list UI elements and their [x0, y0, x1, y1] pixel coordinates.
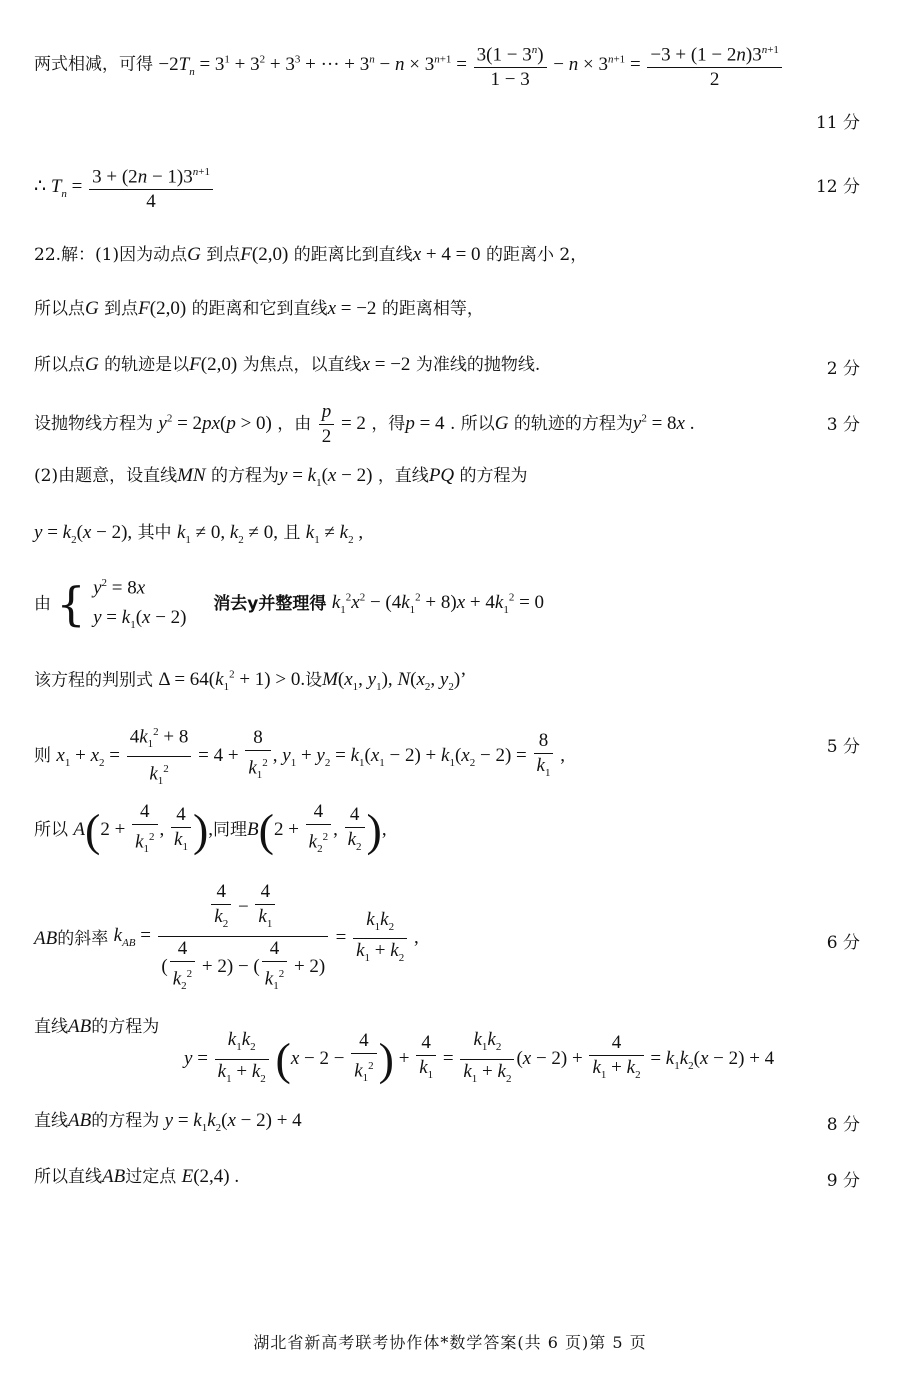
- score-5: 5 分: [826, 737, 860, 757]
- score-8: 8 分: [826, 1115, 860, 1135]
- problem22-midpoints: 所以 A(2 + $\frac{4}{k_1^2}$ , $\frac{4}{k_1}$ ),同理B(2 + $\frac{4}{k_2^2}$ , $\frac{4}{k_2}$ ),: [34, 801, 387, 856]
- problem22-fixed-point: 所以直线AB过定点 E(2,4) .: [34, 1166, 240, 1187]
- score-2: 2 分: [826, 359, 860, 379]
- score-11: 11 分: [815, 113, 860, 133]
- problem22-line6: $y = k_2(x - 2)$, 其中 $k_1 \ne 0$, $k_2 \ne 0$, 且 $k_1 \ne k_2$ ,: [34, 522, 364, 546]
- equation-Tn: ∴ $T_n$ = $\frac{3 + (2n - 1)3^{n+1}}{4}$: [34, 160, 215, 214]
- score-9: 9 分: [826, 1171, 860, 1191]
- problem22-line1: 22.解：(1)因为动点G 到点F(2,0) 的距离比到直线x + 4 = 0 的距离小 2，: [34, 244, 588, 265]
- problem22-line5: (2)由题意，设直线MN 的方程为$y = k_1(x - 2)$ ，直线PQ 的方程为: [34, 465, 528, 489]
- problem22-line-AB-eq: y = $\frac{k_1k_2}{k_1 + k_2}$ (x − 2 − $\frac{4}{k_1^2}$ ) + $\frac{4}{k_1}$ = $\frac{k_1k_2}{k_1 + k_2}$ (x − 2) + $\frac{4}{k_1 + k_2}$ = $k_1k_2(x - 2) + 4$: [184, 1029, 775, 1085]
- problem22-line4: 设抛物线方程为 $y^2 = 2px(p > 0)$ ，由 $\frac{p}{2}$ = 2 ，得p = 4 . 所以G 的轨迹的方程为$y^2 = 8x$ .: [34, 401, 695, 447]
- problem22-discriminant: 该方程的判别式 $\Delta = 64(k_1^2 + 1) > 0$.设$M(x_1$, $y_1$), $N(x_2$, $y_2$)’: [34, 669, 467, 694]
- problem22-system: 由 { $y^2 = 8x$ $y = k_1(x - 2)$ 消去y并整理得 $k_1^2x^2 - (4k_1^2 + 8)x + 4k_1^2 = 0$: [34, 577, 545, 632]
- score-6: 6 分: [826, 933, 860, 953]
- problem22-line2: 所以点G 到点F(2,0) 的距离和它到直线x = −2 的距离相等，: [34, 298, 484, 319]
- score-12: 12 分: [815, 177, 860, 197]
- problem22-line-AB-label: 直线AB的方程为: [34, 1016, 160, 1037]
- page-footer: 湖北省新高考联考协作体*数学答案(共 6 页)第 5 页: [253, 1333, 647, 1352]
- problem22-line3: 所以点G 的轨迹是以F(2,0) 为焦点，以直线x = −2 为准线的抛物线.: [34, 354, 541, 375]
- problem22-line-AB-final: 直线AB的方程为 $y = k_1k_2(x - 2) + 4$: [34, 1110, 302, 1134]
- problem22-vieta: 则 $x_1 + x_2$ = $\frac{4k_1^2 + 8}{k_1^2}$ = 4 + $\frac{8}{k_1^2}$ , $y_1 + y_2 = k_1(x_1 - 2) + k_1(x_2 - 2)$ = $\frac{8}{k_1}$ ,: [34, 720, 565, 793]
- equation-subtract: 两式相减，可得 $-2T_n = 3^1 + 3^2 + 3^3$ + ··· + $3^n - n \times 3^{n+1}$ = $\frac{3(1 - 3^n)}{1 - 3}$ − $n \times 3^{n+1}$ = $\frac{-3 + (1 - 2n)3^{n+1}}{2}$: [34, 38, 784, 92]
- problem22-slope: AB的斜率 $k_{AB}$ = $\frac{4}{k_2}$ − $\frac{4}{k_1}$ ( $\frac{4}{k_2^2}$ + 2) − ( $\frac{4}{k_1^2}$ + 2) = $\frac{k_1k_2}{k_1 + k_2}$ ,: [34, 881, 419, 992]
- score-3: 3 分: [826, 415, 860, 435]
